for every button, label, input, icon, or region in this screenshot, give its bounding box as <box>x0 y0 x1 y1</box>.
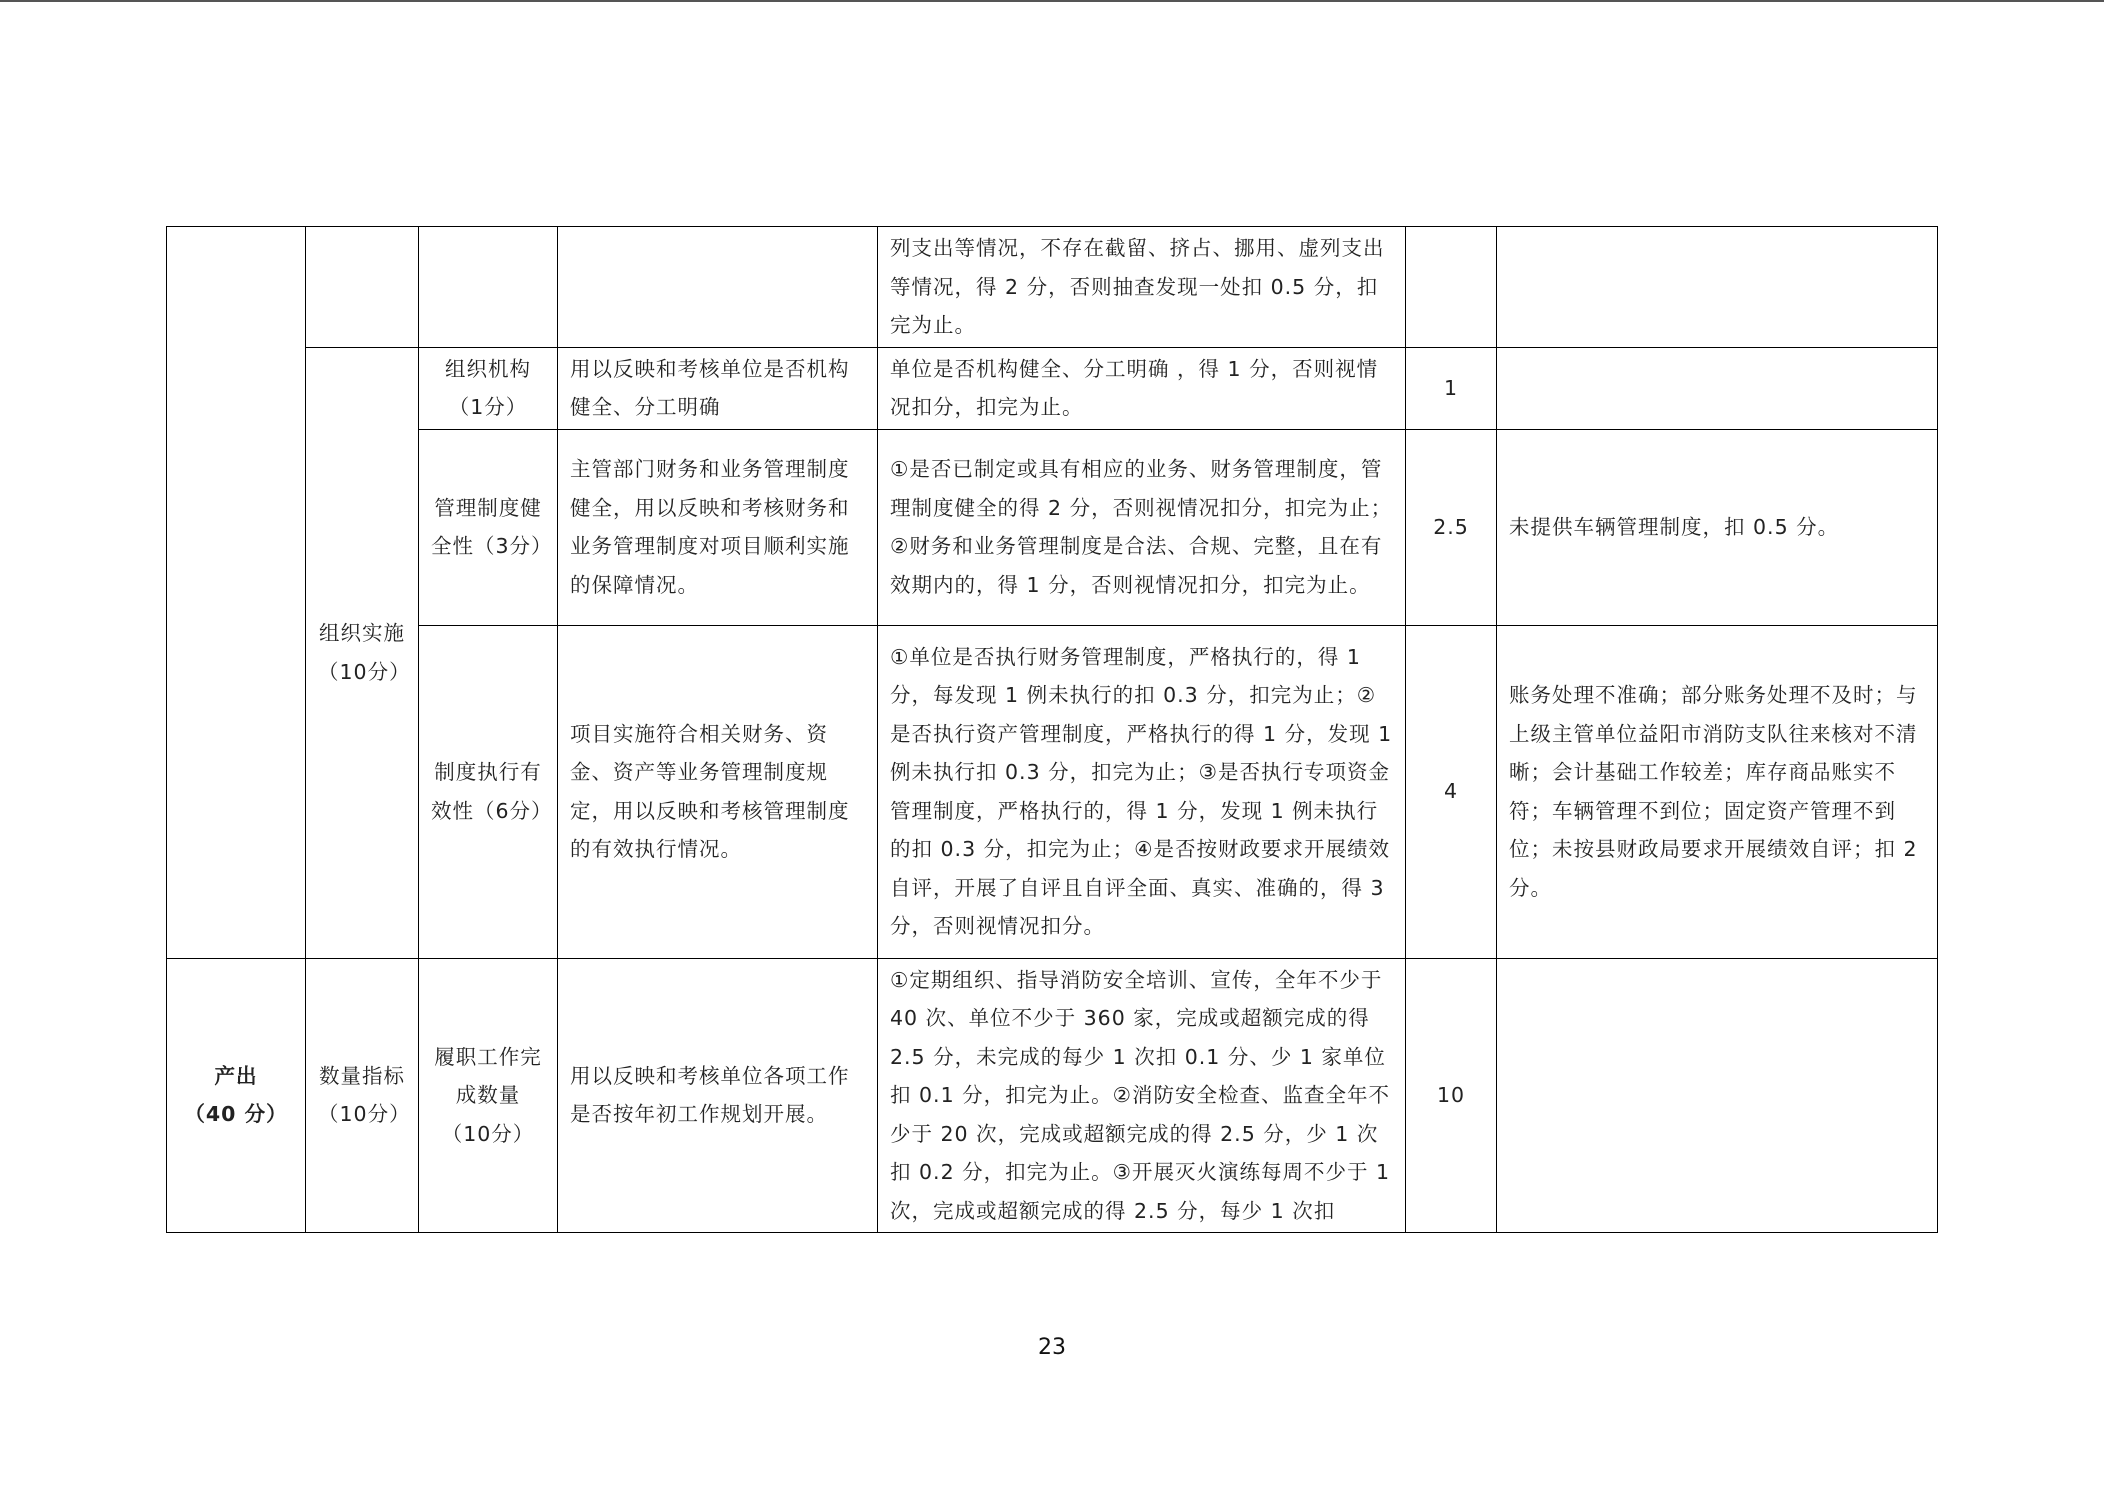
indicator-cell: 履职工作完成数量（10分） <box>419 958 558 1233</box>
top-border-line <box>0 0 2104 2</box>
group-cell-org-implementation: 组织实施（10分） <box>306 347 419 958</box>
table-row-mgmt-system <box>167 429 1938 625</box>
category-cell-output: 产出 （40 分） <box>167 958 306 1233</box>
score-cell: 10 <box>1406 958 1497 1233</box>
remark-cell <box>1497 347 1938 429</box>
purpose-cell-empty <box>558 227 878 348</box>
purpose-cell: 主管部门财务和业务管理制度健全，用以反映和考核财务和业务管理制度对项目顺利实施的保障情况。 <box>558 429 878 625</box>
performance-evaluation-table <box>166 226 1938 1233</box>
indicator-cell: 管理制度健全性（3分） <box>419 429 558 625</box>
score-cell: 1 <box>1406 347 1497 429</box>
indicator-cell: 制度执行有效性（6分） <box>419 625 558 958</box>
purpose-cell: 用以反映和考核单位各项工作是否按年初工作规划开展。 <box>558 958 878 1233</box>
score-cell: 4 <box>1406 625 1497 958</box>
indicator-cell: 组织机构（1分） <box>419 347 558 429</box>
standard-cell: ①单位是否执行财务管理制度，严格执行的，得 1 分，每发现 1 例未执行的扣 0.3 分，扣完为止；②是否执行资产管理制度，严格执行的得 1 分，发现 1 例未执行扣 0.3 分，扣完为止；③是否执行专项资金管理制度，严格执行的，得 1 分，发现 1 例未执行的扣 0.3 分，扣完为止；④是否按财政要求开展绩效自评，开展了自评且自评全面、真实、准确的，得 3 分，否则视情况扣分。 <box>878 625 1406 958</box>
score-cell: 2.5 <box>1406 429 1497 625</box>
remark-cell: 账务处理不准确；部分账务处理不及时；与上级主管单位益阳市消防支队往来核对不清晰；会计基础工作较差；库存商品账实不符；车辆管理不到位；固定资产管理不到位；未按县财政局要求开展绩效自评；扣 2 分。 <box>1497 625 1938 958</box>
remark-cell <box>1497 958 1938 1233</box>
category-cell-empty <box>167 227 306 959</box>
standard-cell: 单位是否机构健全、分工明确 ，得 1 分，否则视情况扣分，扣完为止。 <box>878 347 1406 429</box>
group-cell-quantity: 数量指标（10分） <box>306 958 419 1233</box>
purpose-cell: 用以反映和考核单位是否机构健全、分工明确 <box>558 347 878 429</box>
table-row-system-execution <box>167 625 1938 958</box>
table-row-org-structure <box>167 347 1938 429</box>
indicator-cell-empty <box>419 227 558 348</box>
score-cell-empty <box>1406 227 1497 348</box>
standard-cell: ①定期组织、指导消防安全培训、宣传，全年不少于 40 次、单位不少于 360 家，完成或超额完成的得 2.5 分，未完成的每少 1 次扣 0.1 分、少 1 家单位扣 0.1 分，扣完为止。②消防安全检查、监查全年不少于 20 次，完成或超额完成的得 2.5 分，少 1 次扣 0.2 分，扣完为止。③开展灭火演练每周不少于 1 次，完成或超额完成的得 2.5 分，每少 1 次扣 <box>878 958 1406 1233</box>
page-number: 23 <box>1038 1335 1066 1360</box>
group-cell-empty <box>306 227 419 348</box>
standard-cell: ①是否已制定或具有相应的业务、财务管理制度，管理制度健全的得 2 分，否则视情况扣分，扣完为止；②财务和业务管理制度是合法、合规、完整，且在有效期内的，得 1 分，否则视情况扣分，扣完为止。 <box>878 429 1406 625</box>
remark-cell: 未提供车辆管理制度，扣 0.5 分。 <box>1497 429 1938 625</box>
table-row-output-quantity <box>167 958 1938 1233</box>
standard-cell: 列支出等情况，不存在截留、挤占、挪用、虚列支出等情况，得 2 分，否则抽查发现一处扣 0.5 分，扣完为止。 <box>878 227 1406 348</box>
purpose-cell: 项目实施符合相关财务、资金、资产等业务管理制度规定，用以反映和考核管理制度的有效执行情况。 <box>558 625 878 958</box>
table-row-continued <box>167 227 1938 348</box>
remark-cell-empty <box>1497 227 1938 348</box>
